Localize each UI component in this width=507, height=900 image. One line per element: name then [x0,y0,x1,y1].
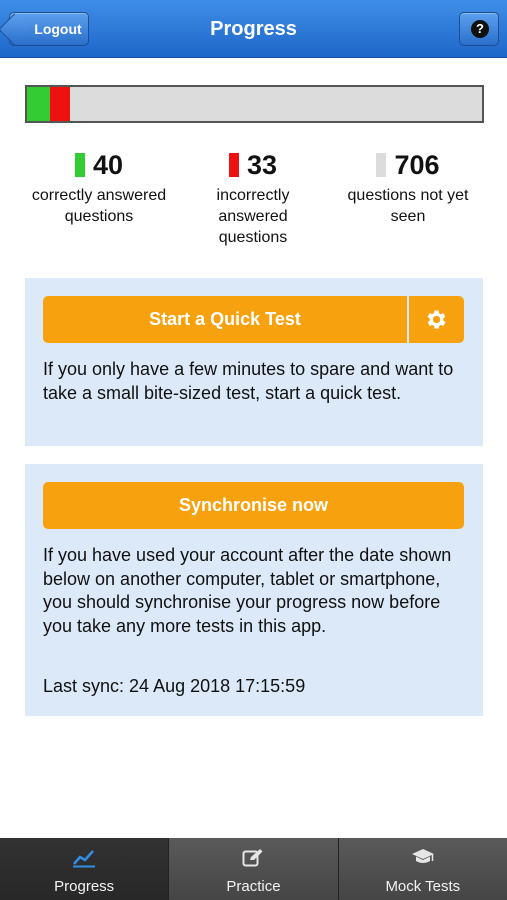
logout-label: Logout [34,21,82,37]
tab-progress-label: Progress [54,878,115,895]
stat-correct [19,148,179,227]
quick-test-description: If you only have a few minutes to spare and want to take a small bite-sized test, start a quick test. [43,359,454,403]
sync-description: If you have used your account after the date shown below on another computer, tablet or smartphone, you should synchronise your progress now before you take any more tests in this app. [43,545,452,636]
not-seen-swatch [376,153,386,177]
progress-bar [25,85,484,123]
page-title: Progress [210,18,297,40]
graduation-cap-icon [411,848,435,866]
not-seen-count: 706 [394,149,440,180]
quick-test-settings-button[interactable] [409,296,464,343]
help-icon: ? [471,20,489,38]
correct-count: 40 [92,149,124,180]
last-sync-text: Last sync: 24 Aug 2018 17:15:59 [43,676,306,696]
synchronise-now-button[interactable]: Synchronise now [43,482,464,529]
tab-mock-tests[interactable] [338,838,507,900]
edit-icon [242,848,264,868]
tab-mock-tests-label: Mock Tests [385,878,461,895]
chart-icon [72,848,96,868]
tab-bar [0,838,507,900]
stat-not-seen [328,148,488,227]
correct-label: correctly answered questions [31,187,167,225]
quick-test-panel [25,278,483,446]
header-bar [0,0,507,58]
correct-swatch [75,153,85,177]
gear-icon [424,307,449,332]
stat-incorrect [173,148,333,248]
logout-button[interactable] [9,12,89,46]
start-quick-test-button[interactable]: Start a Quick Test [43,296,407,343]
progress-correct-segment [27,87,50,121]
incorrect-swatch [229,153,239,177]
tab-progress[interactable] [0,838,168,900]
not-seen-label: questions not yet seen [347,187,469,225]
tab-practice[interactable] [168,838,337,900]
incorrect-count: 33 [246,149,278,180]
tab-practice-label: Practice [226,878,281,895]
sync-panel [25,464,483,716]
progress-incorrect-segment [50,87,69,121]
help-button[interactable] [459,12,499,46]
incorrect-label: incorrectly answered questions [216,187,290,246]
